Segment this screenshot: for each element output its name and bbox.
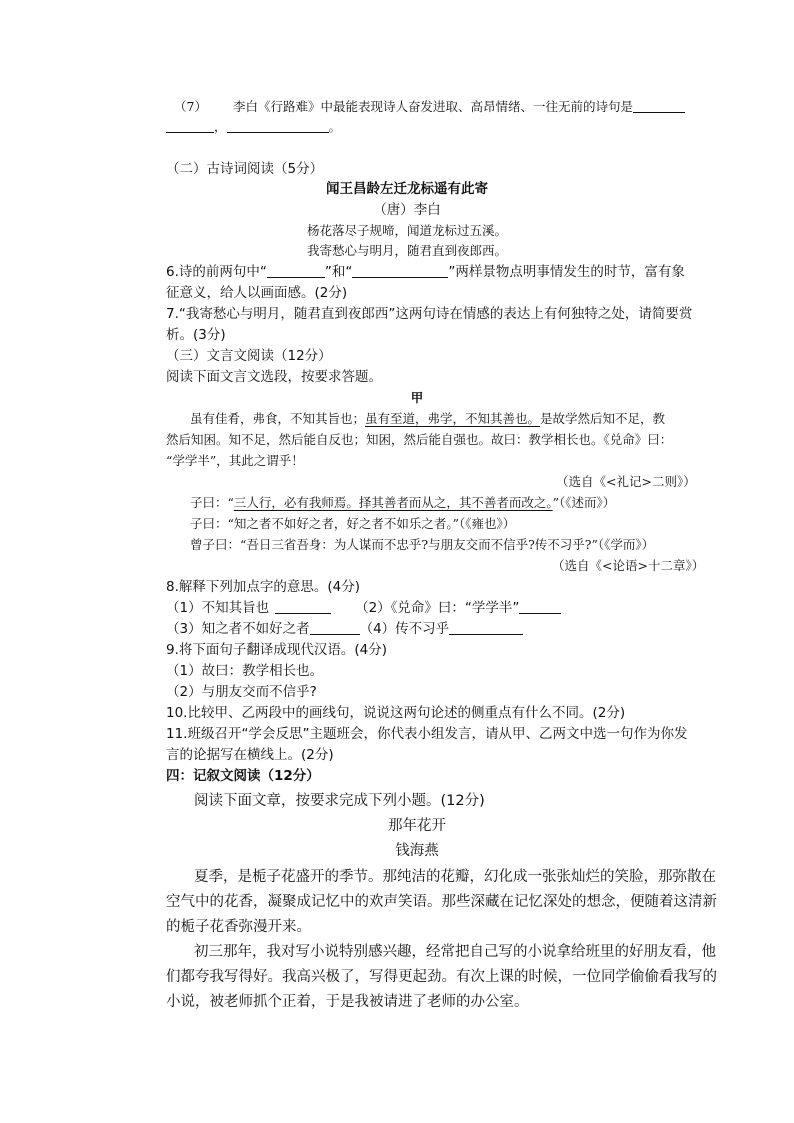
narrative-paragraph-2-line-1: 初三那年，我对写小说特别感兴趣，经常把自己写的小说拿给班里的好朋友看，他 [194, 944, 716, 960]
question-7b-line-1: 7.“我寄愁心与明月，随君直到夜郎西”这两句诗在情感的表达上有何独特之处，请简要赏 [166, 306, 693, 322]
passage-yi-line-2: 子曰：“知之者不如好之者，好之者不如乐之者。”（《雍也》） [190, 516, 516, 531]
passage-jia-line-3: “学学半”，其此之谓乎！ [166, 453, 304, 468]
poem-title: 闻王昌龄左迁龙标遥有此寄 [326, 181, 488, 197]
answer-blank[interactable] [449, 620, 523, 635]
source-lunyu: （选自《<论语>十二章》） [552, 558, 705, 573]
narrative-paragraph-1-line-2: 空气中的花香，凝聚成记忆中的欢声笑语。那些深藏在记忆深处的想念，便随着这清新 [166, 894, 717, 910]
question-6-line-1: 6.诗的前两句中“ ”和“ ”两样景物点明事情发生的时节，富有象 [166, 264, 685, 280]
question-7-line-2: ， 。 [166, 118, 341, 136]
answer-blank[interactable] [227, 118, 329, 133]
question-8-heading: 8.解释下列加点字的意思。(4分) [166, 579, 361, 595]
passage-yi-line-3: 曾子曰：“吾日三省吾身：为人谋而不忠乎?与朋友交而不信乎?传不习乎?”（《学而》） [190, 537, 655, 552]
passage-yi-line-1: 子曰：“三人行，必有我师焉。择其善者而从之，其不善者而改之。”（《述而》） [190, 495, 616, 510]
question-8-row-1: （1）不知其旨也 （2）《兑命》曰：“学学半” [166, 599, 561, 617]
poem-line-2: 我寄愁心与明月，随君直到夜郎西。 [306, 243, 507, 258]
passage-jia-line-2: 然后知困。知不足，然后能自反也；知困，然后能自强也。故曰：教学相长也。《兑命》曰： [166, 432, 673, 447]
narrative-title: 那年花开 [388, 818, 446, 834]
question-10: 10.比较甲、乙两段中的画线句，说说这两句论述的侧重点有什么不同。(2分) [166, 705, 626, 721]
narrative-paragraph-2-line-3: 小说，被老师抓个正着，于是我被请进了老师的办公室。 [166, 994, 529, 1010]
answer-blank[interactable] [275, 599, 331, 614]
underlined-sentence-yi: 三人行，必有我师焉。择其善者而从之，其不善者而改之。 [233, 495, 553, 510]
answer-blank[interactable] [352, 263, 448, 278]
poem-section-heading: （二）古诗词阅读（5分） [166, 161, 324, 177]
answer-blank[interactable] [310, 620, 360, 635]
answer-blank[interactable] [633, 98, 685, 113]
question-11-line-1: 11.班级召开“学会反思”主题班会，你代表小组发言，请从甲、乙两文中选一句作为你发 [166, 726, 688, 742]
question-9-sentence-1: （1）故曰：教学相长也。 [166, 663, 324, 679]
answer-blank[interactable] [267, 263, 325, 278]
narrative-author: 钱海燕 [395, 843, 439, 859]
classical-instruction: 阅读下面文言文选段，按要求答题。 [166, 369, 382, 385]
question-7-text: 李白《行路难》中最能表现诗人奋发进取、高昂情绪、一往无前的诗句是 [232, 99, 633, 114]
poem-author: （唐）李白 [373, 202, 441, 218]
question-9-sentence-2: （2）与朋友交而不信乎? [166, 684, 317, 700]
narrative-paragraph-2-line-2: 们都夸我写得好。我高兴极了，写得更起劲。有次上课的时候，一位同学偷偷看我写的 [166, 969, 717, 985]
question-7-line-1 [174, 98, 685, 116]
question-7b-line-2: 析。(3分) [166, 327, 226, 343]
narrative-instruction: 阅读下面文章，按要求完成下列小题。(12分) [194, 793, 485, 809]
question-11-line-2: 言的论据写在横线上。(2分) [166, 747, 334, 763]
question-7-number: （7） [174, 99, 207, 114]
answer-blank[interactable] [166, 118, 214, 133]
passage-jia-label: 甲 [410, 390, 424, 405]
source-liji: （选自《<礼记>二则》） [556, 474, 696, 489]
question-9-heading: 9.将下面句子翻译成现代汉语。(4分) [166, 642, 388, 658]
answer-blank[interactable] [519, 599, 561, 614]
narrative-section-heading: 四：记叙文阅读（12分） [166, 768, 320, 784]
classical-section-heading: （三）文言文阅读（12分） [166, 348, 332, 364]
narrative-paragraph-1-line-3: 的栀子花香弥漫开来。 [166, 919, 311, 935]
narrative-paragraph-1-line-1: 夏季，是栀子花盛开的季节。那纯洁的花瓣，幻化成一张张灿烂的笑脸，那弥散在 [194, 869, 716, 885]
underlined-sentence-jia: 虽有至道，弗学，不知其善也。 [365, 411, 541, 426]
question-8-row-2: （3）知之者不如好之者 （4）传不习乎 [166, 620, 523, 638]
poem-line-1: 杨花落尽子规啼，闻道龙标过五溪。 [306, 223, 507, 238]
question-6-line-2: 征意义，给人以画面感。(2分) [166, 285, 348, 301]
passage-jia-line-1: 虽有佳肴，弗食，不知其旨也；虽有至道，弗学，不知其善也。是故学然后知不足，教 [190, 411, 666, 426]
